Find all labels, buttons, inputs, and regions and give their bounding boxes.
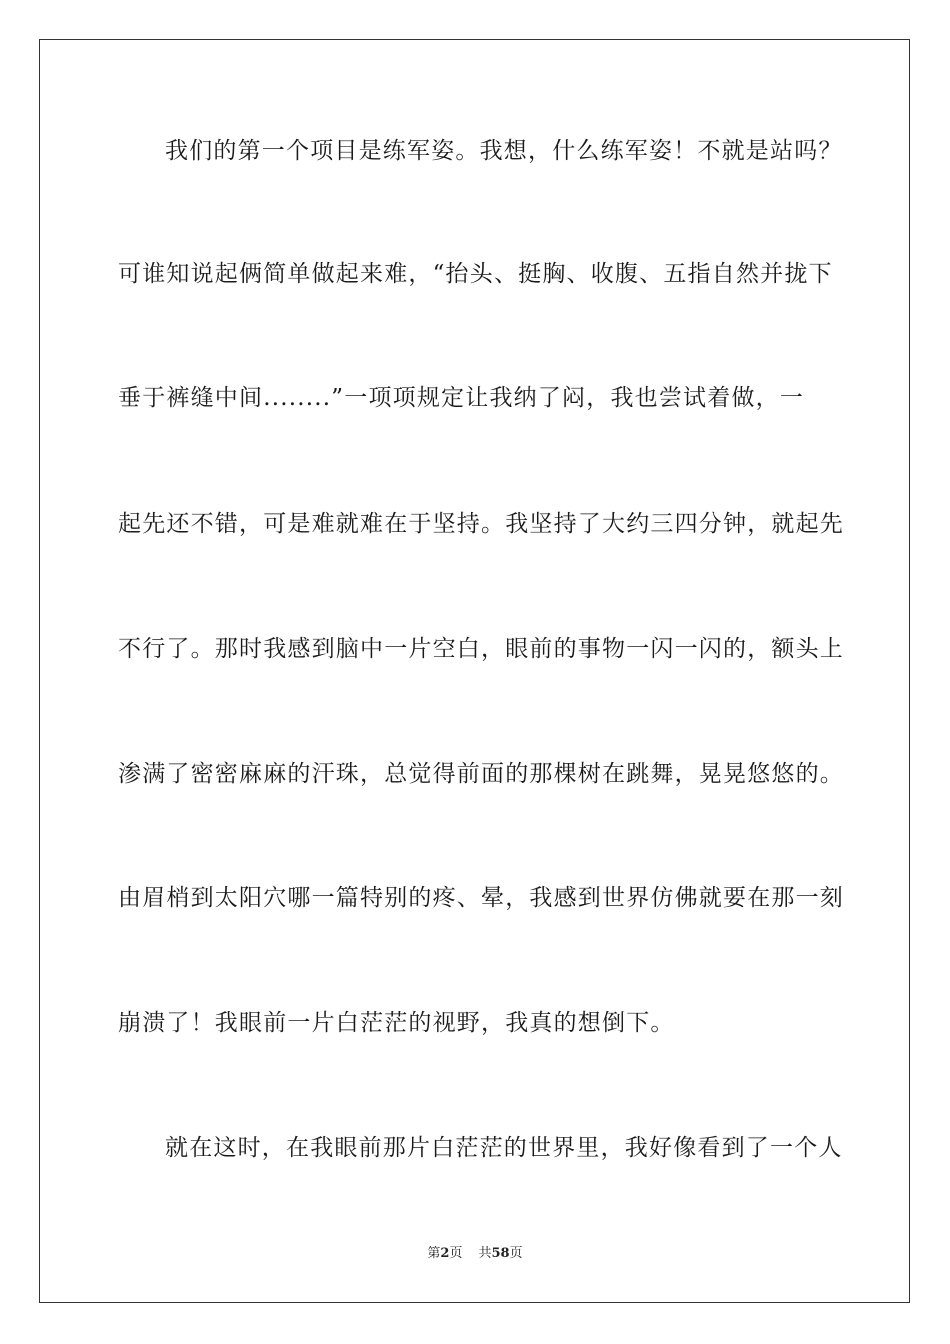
total-page-number: 58	[491, 1246, 510, 1261]
paragraph-line-7: 由眉梢到太阳穴哪一篇特别的疼、晕，我感到世界仿佛就要在那一刻	[118, 885, 844, 911]
paragraph-line-3: 垂于裤缝中间........”一项项规定让我纳了闷，我也尝试着做，一	[118, 385, 805, 411]
page-prefix: 第	[427, 1246, 441, 1261]
current-page-number: 2	[440, 1246, 450, 1261]
paragraph-line-9: 就在这时，在我眼前那片白茫茫的世界里，我好像看到了一个人	[165, 1135, 843, 1161]
page-number-footer	[0, 1245, 950, 1263]
paragraph-line-1: 我们的第一个项目是练军姿。我想，什么练军姿！不就是站吗？	[165, 138, 843, 164]
paragraph-line-2: 可谁知说起俩简单做起来难，“抬头、挺胸、收腹、五指自然并拢下	[118, 261, 833, 287]
paragraph-line-6: 渗满了密密麻麻的汗珠，总觉得前面的那棵树在跳舞，晃晃悠悠的。	[118, 761, 844, 787]
page-unit: 页	[449, 1246, 463, 1261]
total-unit: 页	[509, 1246, 523, 1261]
paragraph-line-8: 崩溃了！我眼前一片白茫茫的视野，我真的想倒下。	[118, 1010, 675, 1036]
total-prefix: 共	[478, 1246, 492, 1261]
paragraph-line-5: 不行了。那时我感到脑中一片空白，眼前的事物一闪一闪的，额头上	[118, 636, 844, 662]
page-border	[39, 39, 910, 1303]
paragraph-line-4: 起先还不错，可是难就难在于坚持。我坚持了大约三四分钟，就起先	[118, 511, 844, 537]
